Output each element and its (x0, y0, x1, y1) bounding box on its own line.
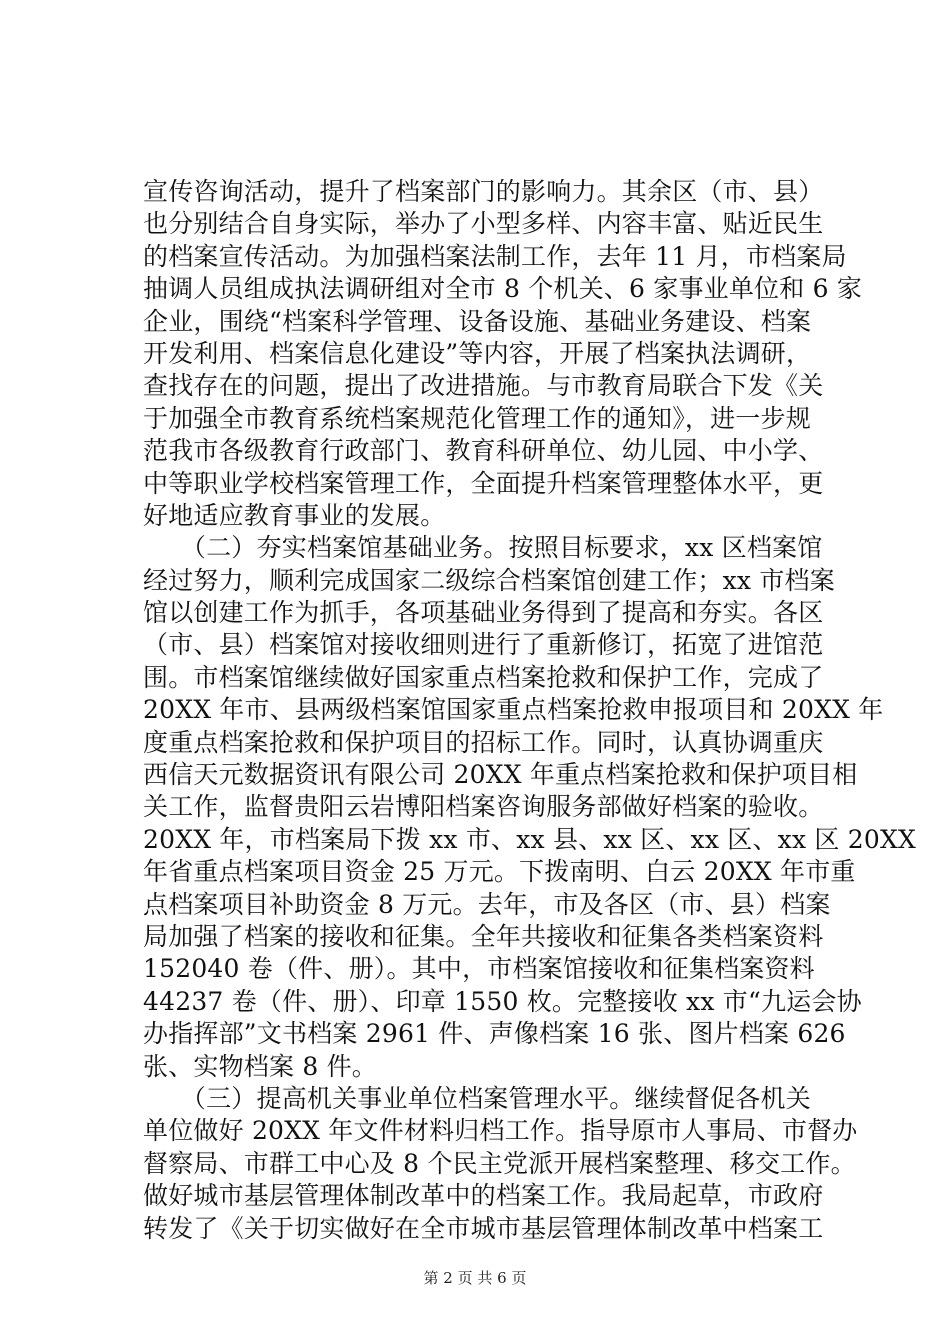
body-line: 度重点档案抢救和保护项目的招标工作。同时，认真协调重庆 (143, 727, 824, 757)
body-line: 转发了《关于切实做好在全市城市基层管理体制改革中档案工 (143, 1213, 824, 1243)
body-line: 范我市各级教育行政部门、教育科研单位、幼儿园、中小学、 (143, 436, 824, 466)
body-line: 抽调人员组成执法调研组对全市 8 个机关、6 家事业单位和 6 家 (143, 274, 863, 304)
body-line: 20XX 年，市档案局下拨 xx 市、xx 县、xx 区、xx 区、xx 区 20XX (143, 824, 916, 854)
document-body (143, 176, 916, 1245)
body-line: 督察局、市群工中心及 8 个民主党派开展档案整理、移交工作。 (143, 1148, 856, 1178)
body-line: 中等职业学校档案管理工作，全面提升档案管理整体水平，更 (143, 468, 824, 498)
body-line: 张、实物档案 8 件。 (143, 1051, 378, 1081)
body-line: 关工作，监督贵阳云岩博阳档案咨询服务部做好档案的验收。 (143, 792, 824, 822)
body-line: 经过努力，顺利完成国家二级综合档案馆创建工作；xx 市档案 (143, 565, 835, 595)
body-line: 办指挥部”文书档案 2961 件、声像档案 16 张、图片档案 626 (143, 1019, 846, 1049)
body-line: 好地适应教育事业的发展。 (143, 500, 446, 530)
body-line: 围。市档案馆继续做好国家重点档案抢救和保护工作，完成了 (143, 662, 824, 692)
body-line: 局加强了档案的接收和征集。全年共接收和征集各类档案资料 (143, 921, 824, 951)
body-line: 也分别结合自身实际，举办了小型多样、内容丰富、贴近民生 (143, 209, 824, 239)
body-line: 馆以创建工作为抓手，各项基础业务得到了提高和夯实。各区 (143, 598, 824, 628)
body-line: 20XX 年市、县两级档案馆国家重点档案抢救申报项目和 20XX 年 (143, 695, 884, 725)
body-line: 做好城市基层管理体制改革中的档案工作。我局起草，市政府 (143, 1181, 824, 1211)
body-line: 152040 卷（件、册）。其中，市档案馆接收和征集档案资料 (143, 954, 815, 984)
body-line: （二）夯实档案馆基础业务。按照目标要求，xx 区档案馆 (143, 533, 823, 563)
body-line: （市、县）档案馆对接收细则进行了重新修订，拓宽了进馆范 (143, 630, 824, 660)
body-line: 44237 卷（件、册）、印章 1550 枚。完整接收 xx 市“九运会协 (143, 986, 862, 1016)
body-line: 西信天元数据资讯有限公司 20XX 年重点档案抢救和保护项目相 (143, 760, 858, 790)
body-line: 年省重点档案项目资金 25 万元。下拨南明、白云 20XX 年市重 (143, 857, 856, 887)
body-line: （三）提高机关事业单位档案管理水平。继续督促各机关 (143, 1083, 811, 1113)
body-line: 的档案宣传活动。为加强档案法制工作，去年 11 月，市档案局 (143, 241, 847, 271)
body-line: 开发利用、档案信息化建设”等内容，开展了档案执法调研， (143, 338, 812, 368)
page-footer: 第 2 页 共 6 页 (423, 1269, 527, 1287)
body-line: 点档案项目补助资金 8 万元。去年，市及各区（市、县）档案 (143, 889, 831, 919)
body-line: 宣传咨询活动，提升了档案部门的影响力。其余区（市、县） (143, 177, 824, 206)
body-line: 于加强全市教育系统档案规范化管理工作的通知》，进一步规 (143, 403, 811, 433)
body-line: 查找存在的问题，提出了改进措施。与市教育局联合下发《关 (143, 371, 824, 401)
body-line: 单位做好 20XX 年文件材料归档工作。指导原市人事局、市督办 (143, 1116, 858, 1146)
body-line: 企业，围绕“档案科学管理、设备设施、基础业务建设、档案 (143, 306, 812, 336)
